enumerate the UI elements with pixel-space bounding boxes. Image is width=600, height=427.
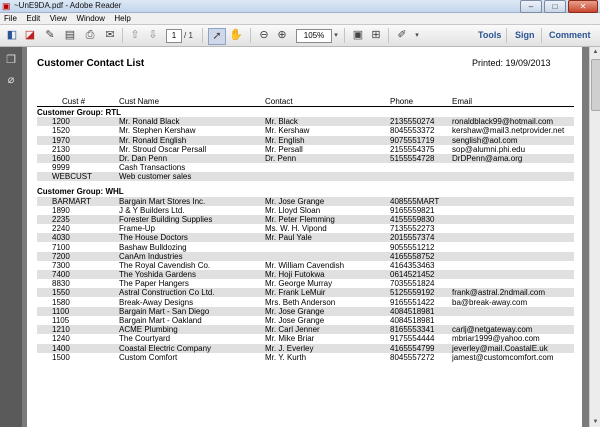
cell-phone: 4084518981	[390, 315, 435, 325]
cell-contact: Mr. Lloyd Sloan	[265, 205, 321, 215]
cell-contact: Mr. J. Everley	[265, 343, 314, 353]
cell-cust-name: Mr. Ronald English	[119, 135, 187, 145]
cell-email: kershaw@mail3.netprovider.net	[452, 126, 565, 136]
cell-cust-number: 1100	[52, 306, 70, 316]
cell-phone: 9055551212	[390, 242, 435, 252]
table-row	[37, 353, 574, 362]
email-icon[interactable]: ✉	[105, 29, 115, 41]
document-area[interactable]	[22, 47, 589, 427]
table-row	[37, 288, 574, 297]
cell-cust-name: CanAm Industries	[119, 251, 183, 261]
cell-email: sop@alumni.phi.edu	[452, 144, 526, 154]
table-row	[37, 270, 574, 279]
cell-contact: Mr. Jose Grange	[265, 315, 325, 325]
cell-contact: Mr. Carl Jenner	[265, 325, 320, 335]
separator	[250, 28, 251, 43]
table-row	[37, 316, 574, 325]
cell-contact: Mr. English	[265, 135, 305, 145]
scroll-down-icon[interactable]: ▼	[592, 419, 599, 425]
cell-cust-name: The Royal Cavendish Co.	[119, 260, 211, 270]
minimize-button[interactable]: –	[520, 0, 542, 13]
page-number-input[interactable]: 1	[166, 29, 182, 43]
cell-cust-name: Custom Comfort	[119, 352, 178, 362]
cell-cust-number: 1105	[52, 315, 70, 325]
cell-cust-name: Bargain Mart - San Diego	[119, 306, 210, 316]
cell-contact: Mrs. Beth Anderson	[265, 297, 336, 307]
title-bar	[0, 0, 600, 13]
hand-tool-icon[interactable]: ✋	[229, 29, 243, 41]
cell-cust-name: ACME Plumbing	[119, 325, 178, 335]
separator	[122, 28, 123, 43]
table-row	[37, 136, 574, 145]
pdf-page	[27, 47, 582, 427]
cell-cust-name: Frame-Up	[119, 224, 156, 234]
cell-contact: Mr. Y. Kurth	[265, 352, 307, 362]
cell-cust-name: Mr. Stroud Oscar Persall	[119, 144, 207, 154]
page-total: / 1	[184, 31, 193, 40]
cell-cust-number: 1970	[52, 135, 70, 145]
cell-cust-number: 1520	[52, 126, 70, 136]
cell-contact: Mr. Black	[265, 117, 298, 127]
cell-contact: Mr. Mike Briar	[265, 334, 315, 344]
header-phone: Phone	[390, 97, 414, 106]
table-row	[37, 117, 574, 126]
cell-email: frank@astral.2ndmail.com	[452, 288, 546, 298]
separator	[541, 28, 542, 43]
cell-phone: 2155554375	[390, 144, 435, 154]
menu-file[interactable]: File	[4, 14, 17, 23]
cell-contact: Mr. Kershaw	[265, 126, 310, 136]
report-title: Customer Contact List	[37, 58, 145, 69]
maximize-button[interactable]: □	[544, 0, 566, 13]
cell-cust-name: Bargain Mart - Oakland	[119, 315, 202, 325]
next-page-icon[interactable]: ⇩	[148, 29, 158, 41]
cell-contact: Mr. Hoji Futokwa	[265, 270, 325, 280]
menu-help[interactable]: Help	[114, 14, 131, 23]
attachment-icon[interactable]: ⌀	[7, 74, 15, 86]
pages-icon[interactable]: ❐	[6, 54, 16, 66]
header-rule	[37, 106, 574, 107]
cell-email: DrDPenn@ama.org	[452, 153, 523, 163]
table-row	[37, 172, 574, 181]
cell-cust-number: 1600	[52, 153, 70, 163]
adobe-reader-icon: ▣	[2, 1, 11, 11]
sign-tool-icon[interactable]: ✐	[397, 29, 407, 41]
cell-contact: Mr. Peter Flemming	[265, 214, 335, 224]
cell-contact: Mr. Paul Yale	[265, 233, 312, 243]
cell-phone: 2135550274	[390, 117, 435, 127]
table-row	[37, 325, 574, 334]
printed-date: Printed: 19/09/2013	[472, 58, 551, 68]
fit-page-icon[interactable]: ▣	[352, 29, 364, 41]
cell-cust-number: 7200	[52, 251, 70, 261]
create-pdf-icon[interactable]: ◪	[24, 29, 36, 41]
cell-cust-number: 7400	[52, 270, 70, 280]
cell-contact: Mr. Frank LeMuir	[265, 288, 326, 298]
toolbar	[0, 25, 600, 47]
table-row	[37, 145, 574, 154]
scroll-up-icon[interactable]: ▲	[592, 49, 599, 55]
cell-contact: Mr. William Cavendish	[265, 260, 345, 270]
zoom-out-icon[interactable]: ⊖	[259, 29, 269, 41]
cell-cust-name: Forester Building Supplies	[119, 214, 213, 224]
cell-phone: 8045553372	[390, 126, 435, 136]
close-button[interactable]: ✕	[568, 0, 598, 13]
cell-cust-name: Bashaw Bulldozing	[119, 242, 187, 252]
cell-email: carlj@netgateway.com	[452, 325, 533, 335]
cell-contact: Mr. Jose Grange	[265, 306, 325, 316]
cell-cust-name: Cash Transactions	[119, 163, 186, 173]
window-title: ~UnE9DA.pdf - Adobe Reader	[14, 1, 122, 10]
cell-cust-name: Bargain Mart Stores Inc.	[119, 196, 206, 206]
cell-email: mbriar1999@yahoo.com	[452, 334, 540, 344]
cell-cust-number: 1550	[52, 288, 70, 298]
cell-cust-name: J & Y Builders Ltd.	[119, 205, 185, 215]
cell-email: senglish@aol.com	[452, 135, 518, 145]
cell-phone: 5155554728	[390, 153, 435, 163]
cell-phone: 8045557272	[390, 352, 435, 362]
cell-phone: 4084518981	[390, 306, 435, 316]
cell-phone: 0614521452	[390, 270, 435, 280]
table-row	[37, 344, 574, 353]
cell-cust-number: 7300	[52, 260, 70, 270]
cell-phone: 4165554799	[390, 343, 435, 353]
cell-email: ronaldblack99@hotmail.com	[452, 117, 554, 127]
cell-cust-name: The Paper Hangers	[119, 279, 189, 289]
table-row	[37, 154, 574, 163]
cell-cust-name: The Courtyard	[119, 334, 171, 344]
cell-phone: 5125559192	[390, 288, 435, 298]
scrollbar-thumb[interactable]	[591, 59, 600, 111]
cell-cust-name: Web customer sales	[119, 172, 192, 182]
cell-contact: Mr. George Murray	[265, 279, 333, 289]
table-row	[37, 298, 574, 307]
previous-page-icon[interactable]: ⇧	[130, 29, 140, 41]
cell-cust-number: 9999	[52, 163, 70, 173]
print-icon[interactable]: ⎙	[85, 29, 95, 41]
table-row	[37, 252, 574, 261]
zoom-select[interactable]: 105%	[296, 29, 332, 43]
zoom-in-icon[interactable]: ⊕	[277, 29, 287, 41]
cell-phone: 7135552273	[390, 224, 435, 234]
open-icon[interactable]: ◧	[6, 29, 18, 41]
cell-email: jamest@customcomfort.com	[452, 352, 554, 362]
cell-phone: 9075551719	[390, 135, 435, 145]
table-row	[37, 233, 574, 242]
cell-cust-number: WEBCUST	[52, 172, 92, 182]
table-row	[37, 243, 574, 252]
chevron-down-icon[interactable]: ▾	[334, 32, 338, 39]
table-row	[37, 126, 574, 135]
separator	[202, 28, 203, 43]
save-icon[interactable]: ▤	[64, 29, 76, 41]
header-cust-name: Cust Name	[119, 97, 160, 106]
cell-cust-number: 8830	[52, 279, 70, 289]
table-row	[37, 307, 574, 316]
cell-cust-name: Dr. Dan Penn	[119, 153, 168, 163]
navigation-pane	[0, 47, 22, 427]
cell-cust-number: 1400	[52, 343, 70, 353]
header-contact: Contact	[265, 97, 293, 106]
table-row	[37, 279, 574, 288]
cell-phone: 4165558752	[390, 251, 435, 261]
cell-contact: Mr. Jose Grange	[265, 196, 325, 206]
separator	[388, 28, 389, 43]
cell-cust-number: 1200	[52, 117, 70, 127]
cell-contact: Mr. Persall	[265, 144, 303, 154]
cell-cust-number: 2235	[52, 214, 70, 224]
cell-cust-number: BARMART	[52, 196, 91, 206]
cell-phone: 4155559830	[390, 214, 435, 224]
table-row	[37, 224, 574, 233]
vertical-scrollbar[interactable]	[589, 47, 600, 427]
cell-phone: 2015557374	[390, 233, 435, 243]
table-row	[37, 163, 574, 172]
cell-cust-name: Mr. Stephen Kershaw	[119, 126, 196, 136]
customer-group-label: Customer Group: WHL	[37, 187, 124, 197]
menu-edit[interactable]: Edit	[26, 14, 41, 23]
fit-width-icon[interactable]: ⊞	[371, 29, 381, 41]
cell-phone: 9165551422	[390, 297, 435, 307]
table-row	[37, 215, 574, 224]
cell-cust-name: Astral Construction Co Ltd.	[119, 288, 215, 298]
cell-cust-number: 1500	[52, 352, 70, 362]
table-row	[37, 334, 574, 343]
edit-icon[interactable]: ✎	[45, 29, 55, 41]
cell-phone: 408555MART	[390, 196, 440, 206]
cell-cust-name: The Yoshida Gardens	[119, 270, 196, 280]
header-email: Email	[452, 97, 473, 106]
cell-cust-number: 1210	[52, 325, 70, 335]
table-row	[37, 261, 574, 270]
tools-link[interactable]: Tools	[478, 30, 502, 40]
table-row	[37, 206, 574, 215]
cell-contact: Dr. Penn	[265, 153, 297, 163]
cell-email: jeverley@mail.CoastalE.uk	[452, 343, 548, 353]
cell-phone: 9165559821	[390, 205, 435, 215]
customer-group-label: Customer Group: RTL	[37, 108, 121, 117]
cell-cust-number: 1240	[52, 334, 70, 344]
cell-cust-number: 4030	[52, 233, 70, 243]
table-row	[37, 197, 574, 206]
menu-bar	[0, 13, 600, 25]
separator	[506, 28, 507, 43]
header-cust-number: Cust #	[62, 97, 86, 106]
cell-cust-name: The House Doctors	[119, 233, 188, 243]
cell-cust-number: 1580	[52, 297, 70, 307]
comment-link[interactable]: Comment	[549, 30, 591, 40]
cell-contact: Ms. W. H. Vipond	[265, 224, 327, 234]
cell-email: ba@break-away.com	[452, 297, 528, 307]
cell-cust-number: 2130	[52, 144, 70, 154]
cell-phone: 8165553341	[390, 325, 435, 335]
cell-cust-number: 2240	[52, 224, 70, 234]
separator	[344, 28, 345, 43]
cell-cust-number: 1890	[52, 205, 70, 215]
select-cursor-icon[interactable]: ➚	[208, 28, 226, 45]
cell-cust-name: Break-Away Designs	[119, 297, 194, 307]
cell-phone: 4164353463	[390, 260, 435, 270]
cell-phone: 7035551824	[390, 279, 435, 289]
cell-cust-name: Coastal Electric Company	[119, 343, 212, 353]
menu-view[interactable]: View	[49, 14, 67, 23]
cell-cust-name: Mr. Ronald Black	[119, 117, 180, 127]
cell-phone: 9175554444	[390, 334, 435, 344]
chevron-down-icon[interactable]: ▾	[415, 32, 419, 39]
menu-window[interactable]: Window	[76, 14, 105, 23]
sign-link[interactable]: Sign	[515, 30, 535, 40]
cell-cust-number: 7100	[52, 242, 70, 252]
